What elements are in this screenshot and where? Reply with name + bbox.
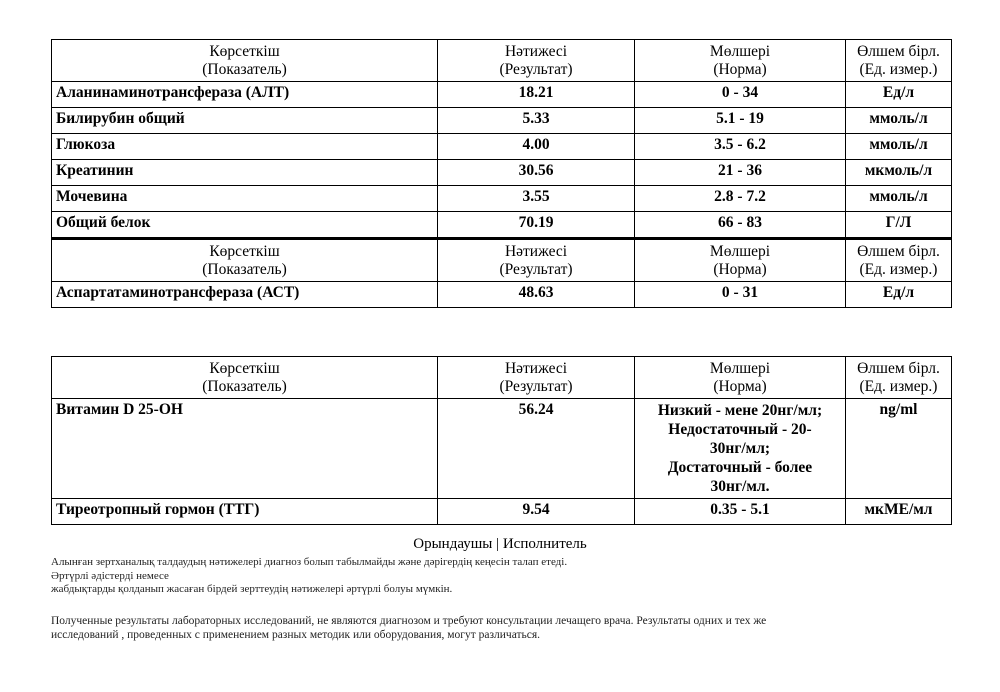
test-norm: 5.1 - 19 — [635, 108, 846, 134]
header-unit: Өлшем бірл. (Ед. измер.) — [846, 357, 952, 399]
table-row — [52, 499, 952, 525]
test-value: 30.56 — [438, 160, 635, 186]
table-header-row — [52, 357, 952, 399]
test-name: Витамин D 25-OH — [52, 399, 438, 499]
test-norm: 21 - 36 — [635, 160, 846, 186]
header-unit: Өлшем бірл. (Ед. измер.) — [846, 40, 952, 82]
test-norm: 66 - 83 — [635, 212, 846, 239]
test-unit: Г/Л — [846, 212, 952, 239]
header-norm: Мөлшері (Норма) — [635, 239, 846, 282]
header-result: Нәтижесі (Результат) — [438, 40, 635, 82]
table-row — [52, 212, 952, 239]
header-unit: Өлшем бірл. (Ед. измер.) — [846, 239, 952, 282]
test-value: 3.55 — [438, 186, 635, 212]
test-unit: мкМЕ/мл — [846, 499, 952, 525]
test-name: Мочевина — [52, 186, 438, 212]
test-name: Общий белок — [52, 212, 438, 239]
header-norm: Мөлшері (Норма) — [635, 357, 846, 399]
header-indicator: Көрсеткіш (Показатель) — [52, 357, 438, 399]
test-name: Глюкоза — [52, 134, 438, 160]
disclaimer-kz: Алынған зертханалық талдаудың нәтижелері диагноз болып табылмайды және дәрігердің кеңесін талап етеді. Әртүрлі әдістерді немесе жабдықтарды қолданып жасаған бірдей зерттеудің нәтижелері әртүрлі болуы мүмкін. — [51, 556, 568, 595]
test-norm: 2.8 - 7.2 — [635, 186, 846, 212]
test-value: 9.54 — [438, 499, 635, 525]
table-row — [52, 108, 952, 134]
test-unit: мкмоль/л — [846, 160, 952, 186]
test-name: Аспартатаминотрансфераза (АСТ) — [52, 282, 438, 308]
test-name: Аланинаминотрансфераза (АЛТ) — [52, 82, 438, 108]
header-indicator: Көрсеткіш (Показатель) — [52, 239, 438, 282]
performer-label: Орындаушы | Исполнитель — [413, 536, 587, 552]
test-value: 56.24 — [438, 399, 635, 499]
test-unit: ng/ml — [846, 399, 952, 499]
table-row — [52, 160, 952, 186]
test-norm: Низкий - мене 20нг/мл; Недостаточный - 20- 30нг/мл; Достаточный - более 30нг/мл. — [635, 399, 846, 499]
header-result: Нәтижесі (Результат) — [438, 239, 635, 282]
test-unit: ммоль/л — [846, 186, 952, 212]
table-row — [52, 282, 952, 308]
test-value: 70.19 — [438, 212, 635, 239]
header-norm: Мөлшері (Норма) — [635, 40, 846, 82]
test-unit: ммоль/л — [846, 108, 952, 134]
test-norm: 0 - 31 — [635, 282, 846, 308]
test-value: 4.00 — [438, 134, 635, 160]
table-row — [52, 399, 952, 499]
test-value: 5.33 — [438, 108, 635, 134]
table-row — [52, 134, 952, 160]
test-name: Тиреотропный гормон (ТТГ) — [52, 499, 438, 525]
table-header-row — [52, 239, 952, 282]
test-norm: 3.5 - 6.2 — [635, 134, 846, 160]
table-row — [52, 82, 952, 108]
results-table-1 — [51, 39, 952, 308]
test-name: Креатинин — [52, 160, 438, 186]
test-unit: Ед/л — [846, 282, 952, 308]
table-header-row — [52, 40, 952, 82]
test-norm: 0.35 - 5.1 — [635, 499, 846, 525]
test-unit: Ед/л — [846, 82, 952, 108]
disclaimer-ru: Полученные результаты лабораторных исследований, не являются диагнозом и требуют консультации лечащего врача. Результаты одних и тех же исследований , проведенных с применением разных методик или оборудования, могут различаться. — [51, 615, 767, 641]
header-result: Нәтижесі (Результат) — [438, 357, 635, 399]
test-unit: ммоль/л — [846, 134, 952, 160]
table-row — [52, 186, 952, 212]
results-table-2 — [51, 356, 952, 525]
test-name: Билирубин общий — [52, 108, 438, 134]
test-norm: 0 - 34 — [635, 82, 846, 108]
test-value: 48.63 — [438, 282, 635, 308]
header-indicator: Көрсеткіш (Показатель) — [52, 40, 438, 82]
test-value: 18.21 — [438, 82, 635, 108]
